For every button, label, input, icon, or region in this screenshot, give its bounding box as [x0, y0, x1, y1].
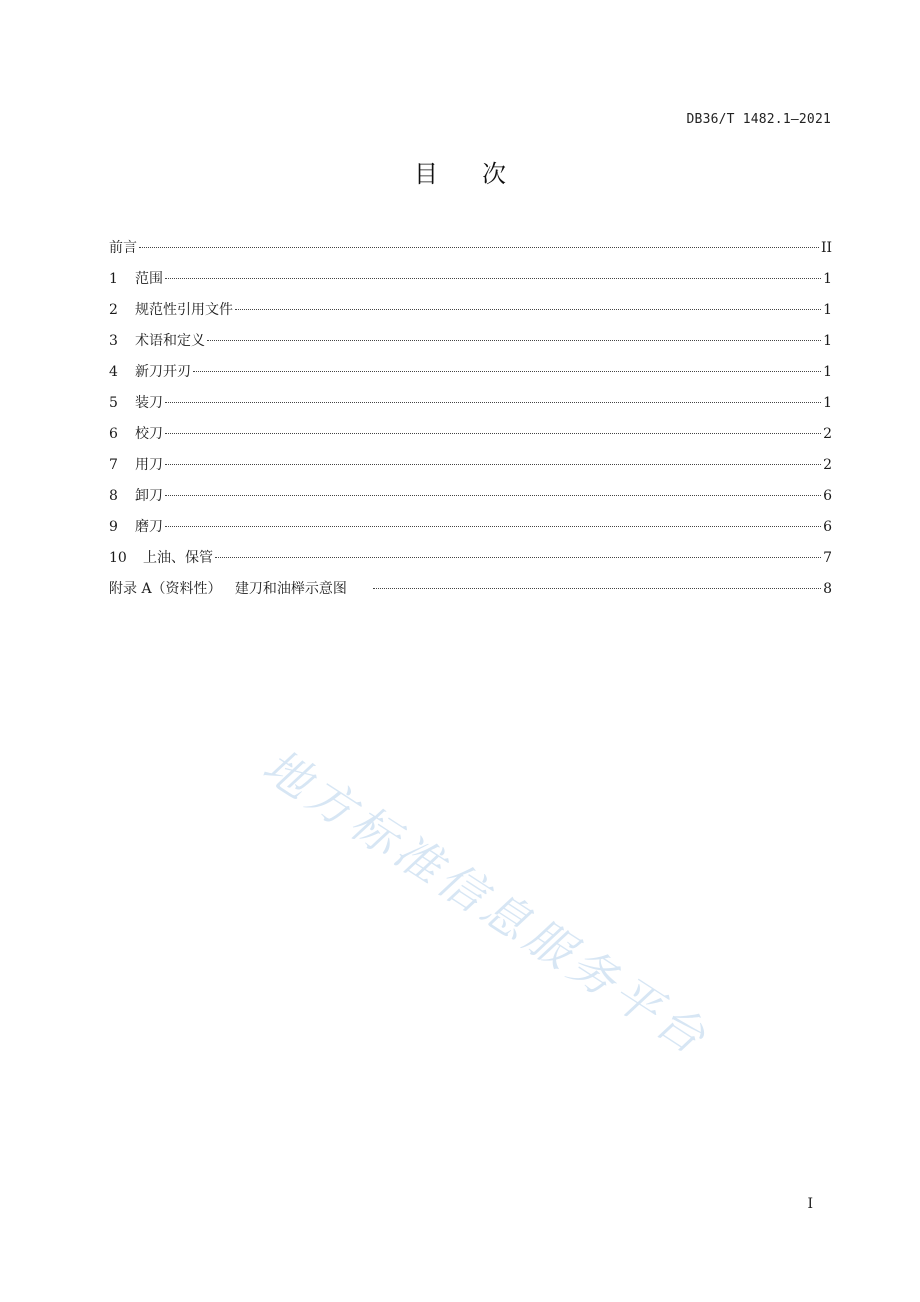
- toc-entry-number: 5: [109, 395, 118, 411]
- toc-entry-page: 8: [823, 581, 832, 597]
- toc-entry-7[interactable]: [109, 455, 832, 486]
- toc-entry-number: 8: [109, 488, 118, 504]
- toc-entry-label: 装刀: [135, 395, 163, 411]
- page-title: 目次: [414, 160, 550, 188]
- toc-entry-page: 2: [823, 457, 832, 473]
- toc-entry-label: 磨刀: [135, 519, 163, 535]
- toc-entry-page: 6: [823, 519, 832, 535]
- toc-entry-number: 10: [109, 550, 127, 566]
- toc-entry-label: 术语和定义: [135, 333, 205, 349]
- toc-entry-number: 3: [109, 333, 118, 349]
- toc-entry-label: 附录 A（资料性） 建刀和油榉示意图: [109, 581, 347, 597]
- toc-entry-label: 新刀开刃: [135, 364, 191, 380]
- toc-entry-6[interactable]: [109, 424, 832, 455]
- toc-entry-preface[interactable]: [109, 238, 832, 269]
- table-of-contents: [109, 238, 832, 610]
- toc-entry-9[interactable]: [109, 517, 832, 548]
- toc-entry-3[interactable]: [109, 331, 832, 362]
- dot-leader: [207, 340, 821, 341]
- toc-entry-label: 范围: [135, 271, 163, 287]
- toc-entry-page: 1: [823, 364, 832, 380]
- toc-entry-number: 6: [109, 426, 118, 442]
- toc-entry-label: 上油、保管: [143, 550, 213, 566]
- toc-entry-label: 用刀: [135, 457, 163, 473]
- dot-leader: [165, 278, 821, 279]
- dot-leader: [215, 557, 821, 558]
- toc-entry-8[interactable]: [109, 486, 832, 517]
- toc-entry-page: II: [820, 240, 832, 256]
- toc-entry-label: 校刀: [135, 426, 163, 442]
- toc-entry-number: 4: [109, 364, 118, 380]
- toc-entry-appendix-a[interactable]: [109, 579, 832, 610]
- toc-entry-4[interactable]: [109, 362, 832, 393]
- toc-entry-label: 卸刀: [135, 488, 163, 504]
- toc-entry-number: 9: [109, 519, 118, 535]
- document-code: DB36/T 1482.1—2021: [686, 112, 831, 127]
- toc-entry-10[interactable]: [109, 548, 832, 579]
- dot-leader: [165, 433, 821, 434]
- page-number: I: [807, 1196, 813, 1212]
- dot-leader: [165, 495, 821, 496]
- dot-leader: [193, 371, 821, 372]
- toc-entry-page: 1: [823, 333, 832, 349]
- dot-leader: [235, 309, 821, 310]
- watermark: 地方标准信息服务平台: [253, 738, 720, 1067]
- dot-leader: [165, 464, 821, 465]
- toc-entry-page: 2: [823, 426, 832, 442]
- toc-entry-page: 1: [823, 302, 832, 318]
- toc-entry-1[interactable]: [109, 269, 832, 300]
- toc-entry-number: 2: [109, 302, 118, 318]
- dot-leader: [139, 247, 819, 248]
- toc-entry-label: 规范性引用文件: [135, 302, 233, 318]
- toc-entry-number: 1: [109, 271, 118, 287]
- toc-entry-number: 7: [109, 457, 118, 473]
- toc-entry-page: 6: [823, 488, 832, 504]
- toc-entry-2[interactable]: [109, 300, 832, 331]
- toc-entry-page: 1: [823, 271, 832, 287]
- toc-entry-5[interactable]: [109, 393, 832, 424]
- toc-entry-page: 7: [823, 550, 832, 566]
- dot-leader: [165, 402, 821, 403]
- dot-leader: [165, 526, 821, 527]
- dot-leader: [373, 588, 821, 589]
- toc-entry-page: 1: [823, 395, 832, 411]
- toc-entry-label: 前言: [109, 240, 137, 256]
